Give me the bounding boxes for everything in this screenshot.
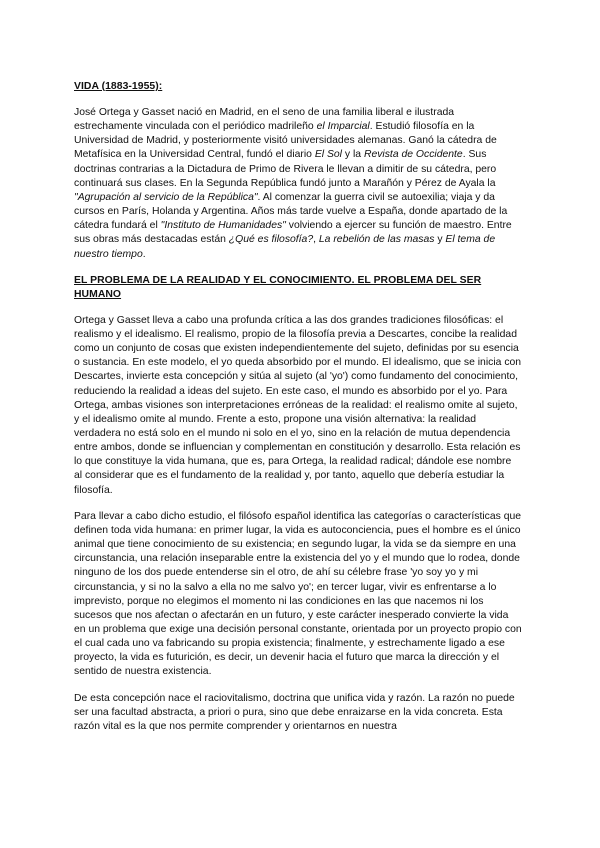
body-text: y bbox=[434, 234, 446, 246]
italic-title-text: El Sol bbox=[314, 149, 342, 161]
document-page bbox=[74, 80, 522, 746]
paragraph-biography bbox=[74, 106, 522, 262]
body-text: José Ortega y Gasset nació en Madrid, en el seno de una familia liberal e ilustrada estrechamente vinculada con el periódico madrileño bbox=[74, 107, 455, 133]
body-text: . Al comenzar la guerra civil se autoexilia; viaja y da cursos en París, Holanda y Argentina. Años más tarde vuelve a España, donde apartado de la cátedra fundará el bbox=[74, 191, 508, 232]
paragraph-categories-of-life: Para llevar a cabo dicho estudio, el filósofo español identifica las categorías o características que definen toda vida humana: en primer lugar, la vida es autoconciencia, pues el hombre es el único animal que tiene conocimiento de su existencia; en segundo lugar, la vida se da siempre en una circunstancia, una relación inseparable entre la existencia del yo y el mundo que lo rodea, donde ninguno de los dos puede entenderse sin el otro, de ahí su célebre frase 'yo soy yo y mi circunstancia, y si no la salvo a ella no me salvo yo'; en tercer lugar, vivir es enfrentarse a lo imprevisto, porque no elegimos el momento ni las condiciones en las que nacemos ni los sucesos que nos afectan o afectarán en un futuro, y este carácter inesperado convierte la vida en un problema que exige una decisión personal constante, orientada por un proyecto propio con el cual cada uno va fabricando su propia existencia; finalmente, y estrechamente ligado a ese proyecto, la vida es futurición, es decir, un devenir hacia el futuro que marca la dirección y el sentido de nuestra existencia. bbox=[74, 510, 522, 678]
body-text: . Estudió filosofía en la Universidad de Madrid, y posteriormente visitó universidades alemanas. Ganó la cátedra de Metafísica en la Universidad Central, fundó el diario bbox=[74, 121, 497, 161]
body-text: , bbox=[313, 234, 319, 246]
body-text: . Sus doctrinas contrarias a la Dictadura de Primo de Rivera le llevan a dimitir de su cátedra, pero continuará sus clases. En la Segunda República fundó junto a Marañón y Pérez de Ayala la bbox=[74, 149, 497, 189]
body-text: y la bbox=[342, 149, 364, 161]
section-heading-problema: EL PROBLEMA DE LA REALIDAD Y EL CONOCIMIENTO. EL PROBLEMA DEL SER HUMANO bbox=[74, 274, 482, 300]
italic-title-text: El tema de nuestro tiempo bbox=[74, 234, 496, 260]
body-text: . bbox=[142, 248, 146, 260]
italic-title-text: ¿Qué es filosofía? bbox=[228, 234, 314, 246]
body-text: volviendo a ejercer su función de maestro. Entre sus obras más destacadas están bbox=[74, 220, 512, 246]
section-heading-vida: VIDA (1883-1955): bbox=[74, 81, 163, 92]
paragraph-realism-idealism: Ortega y Gasset lleva a cabo una profunda crítica a las dos grandes tradiciones filosóficas: el realismo y el idealismo. El realismo, propio de la filosofía previa a Descartes, concibe la realidad como un conjunto de cosas que existen independientemente del sujeto, definidas por su esencia o sustancia. En este modelo, el yo queda absorbido por el mundo. El idealismo, que se inicia con Descartes, invierte esta concepción y sitúa al sujeto (al 'yo') como fundamento del conocimiento, reduciendo la realidad a ideas del sujeto. En este caso, el mundo es absorbido por el yo. Para Ortega, ambas visiones son interpretaciones erróneas de la realidad: el realismo omite al sujeto, y el idealismo omite al mundo. Frente a esto, propone una visión alternativa: la realidad verdadera no está solo en el mundo ni solo en el yo, sino en la relación de mutua dependencia entre ambos, donde se influencian y complementan en constitución y desarrollo. Esta relación es lo que constituye la vida humana, que es, para Ortega, la realidad radical; dándole ese nombre al considerar que es el fundamento de la realidad y, por tanto, aquello que debería estudiar la filosofía. bbox=[74, 314, 522, 496]
italic-title-text: "Agrupación al servicio de la República" bbox=[74, 191, 258, 203]
italic-title-text: Revista de Occidente bbox=[363, 149, 463, 161]
italic-title-text: el Imparcial bbox=[316, 121, 370, 133]
paragraph-raciovitalismo: De esta concepción nace el raciovitalismo, doctrina que unifica vida y razón. La razón no puede ser una facultad abstracta, a priori o pura, sino que debe enraizarse en la vida concreta. Esta razón vital es la que nos permite comprender y orientarnos en nuestra bbox=[74, 692, 515, 732]
italic-title-text: La rebelión de las masas bbox=[318, 234, 435, 246]
italic-title-text: "Instituto de Humanidades" bbox=[160, 220, 286, 232]
